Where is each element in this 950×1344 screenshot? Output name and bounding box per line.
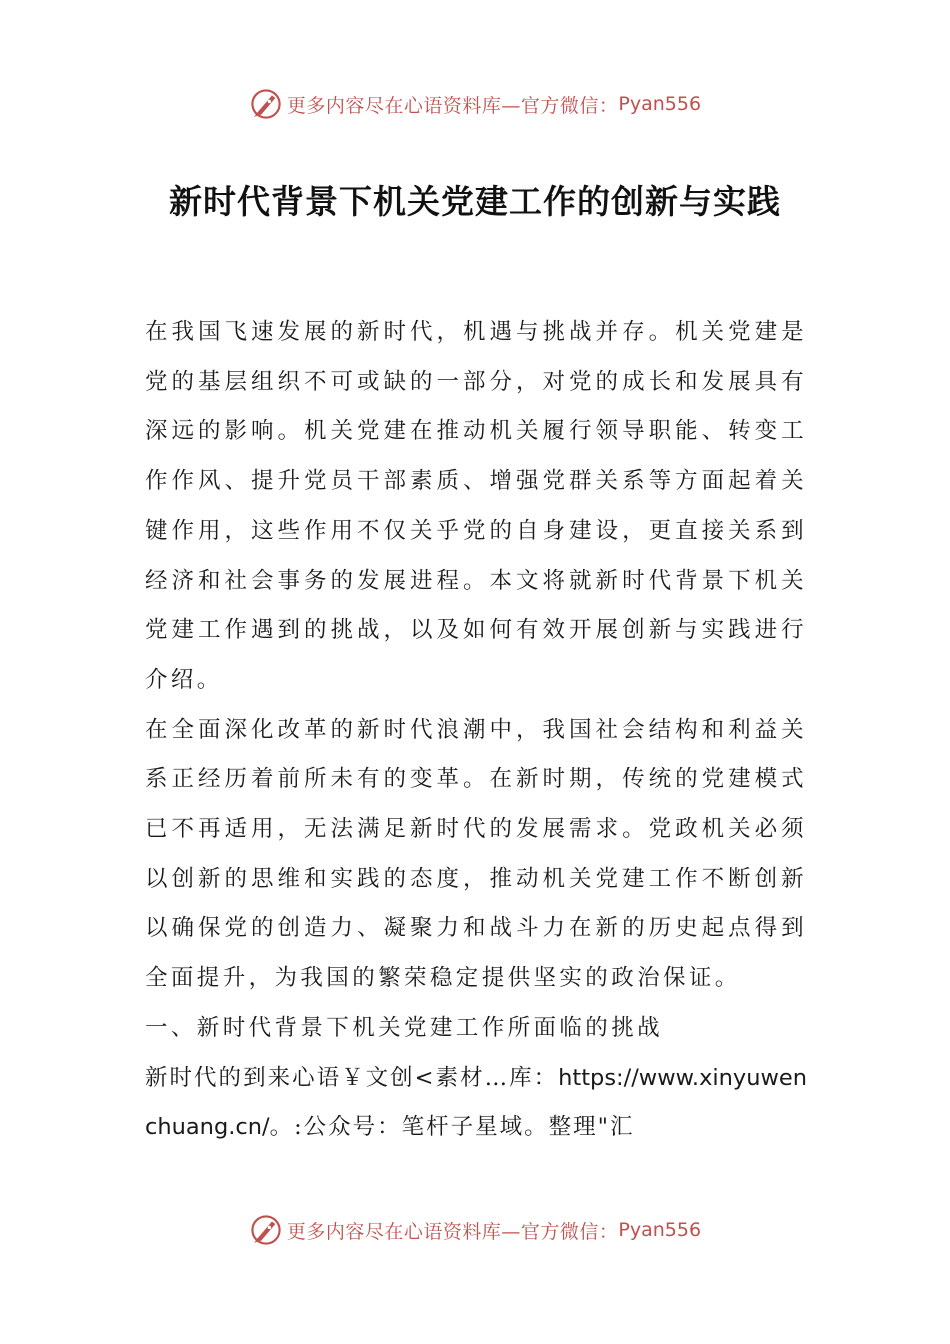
paragraph-intro: 在我国飞速发展的新时代，机遇与挑战并存。机关党建是党的基层组织不可或缺的一部分，对党的成长和发展具有深远的影响。机关党建在推动机关履行领导职能、转变工作作风、提升党员干部素质、增强党群关系等方面起着关键作用，这些作用不仅关乎党的自身建设，更直接关系到经济和社会事务的发展进程。本文将就新时代背景下机关党建工作遇到的挑战，以及如何有效开展创新与实践进行介绍。 — [145, 319, 807, 693]
banner-wechat-id: Pyan556 — [618, 93, 702, 115]
document-title: 新时代背景下机关党建工作的创新与实践 — [169, 182, 781, 221]
banner-text: 更多内容尽在心语资料库—官方微信： — [286, 94, 619, 117]
footer-banner — [0, 1210, 950, 1250]
watermark-url: https://www.xinyuwenchuang.cn/ — [145, 1064, 807, 1141]
pen-nib-logo-icon — [249, 87, 283, 121]
banner-text: 更多内容尽在心语资料库—官方微信： — [286, 1220, 619, 1243]
paragraph-background: 在全面深化改革的新时代浪潮中，我国社会结构和利益关系正经历着前所未有的变革。在新时期，传统的党建模式已不再适用，无法满足新时代的发展需求。党政机关必须以创新的思维和实践的态度，推动机关党建工作不断创新以确保党的创造力、凝聚力和战斗力在新的历史起点得到全面提升，为我国的繁荣稳定提供坚实的政治保证。 — [145, 716, 807, 992]
watermark-prefix: 新时代的到来心语￥文创<素材…库： — [145, 1064, 559, 1091]
document-body — [145, 308, 807, 1153]
banner-wechat-id: Pyan556 — [618, 1219, 702, 1241]
section-heading: 一、新时代背景下机关党建工作所面临的挑战 — [145, 1014, 664, 1041]
watermark-suffix: 。:公众号：笔杆子星域。整理"汇 — [269, 1114, 635, 1141]
header-banner — [0, 84, 950, 124]
watermark-line — [145, 1054, 807, 1153]
pen-nib-logo-icon — [249, 1213, 283, 1247]
